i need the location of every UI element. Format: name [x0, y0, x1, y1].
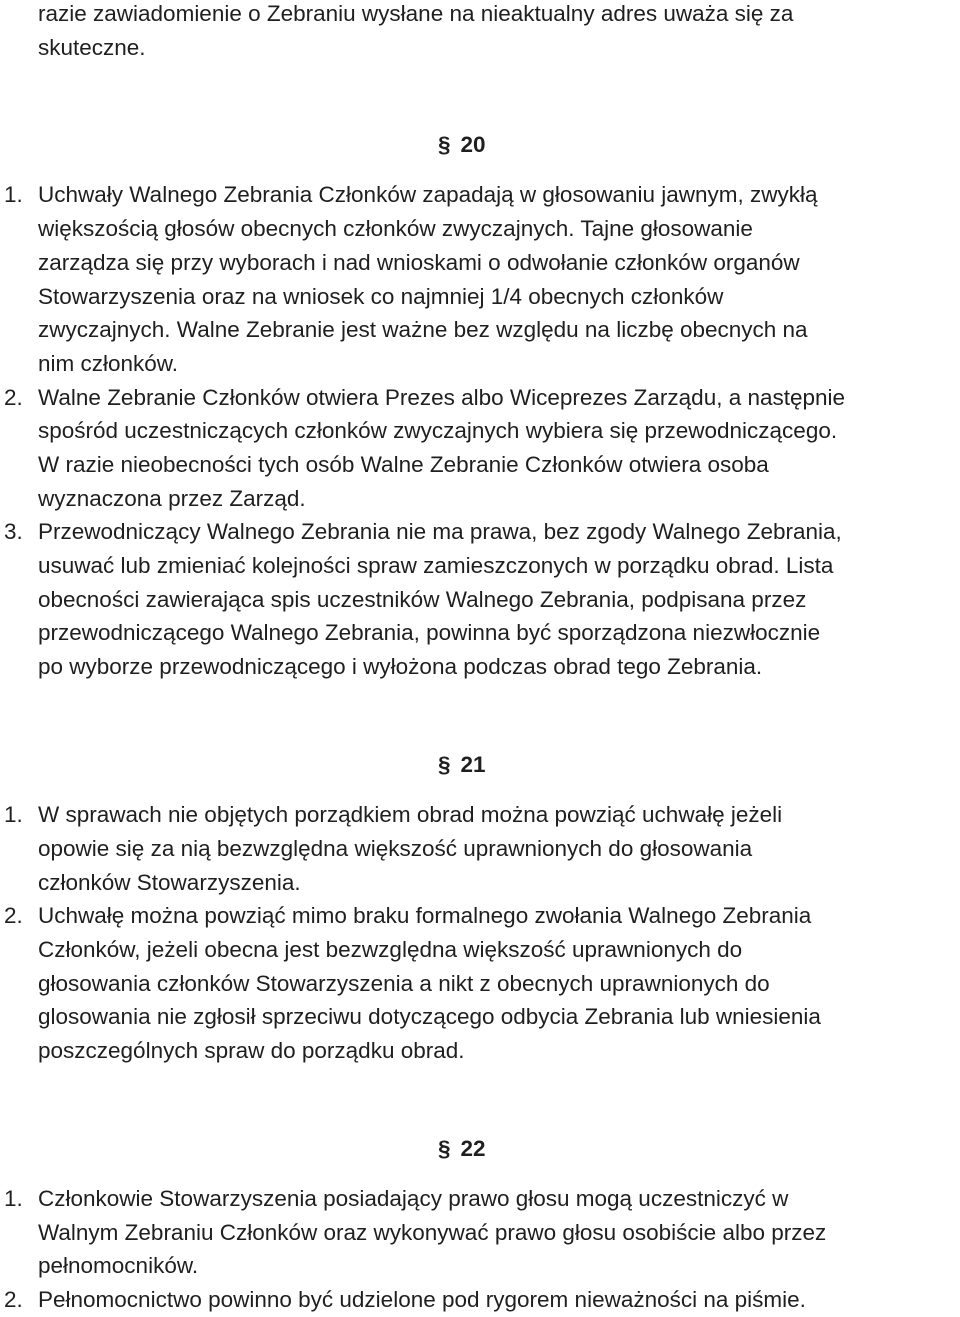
section-number: 21 — [460, 752, 486, 777]
item-line: głosowania członków Stowarzyszenia a nikt z obecnych uprawnionych do — [38, 971, 770, 996]
item-line: poszczególnych spraw do porządku obrad. — [38, 1038, 465, 1063]
item-line: pełnomocników. — [38, 1253, 199, 1278]
item-line: przewodniczącego Walnego Zebrania, powinna być sporządzona niezwłocznie — [38, 620, 821, 645]
item-line: po wyborze przewodniczącego i wyłożona podczas obrad tego Zebrania. — [38, 654, 763, 679]
item-line: Przewodniczący Walnego Zebrania nie ma prawa, bez zgody Walnego Zebrania, — [38, 519, 842, 544]
item-line: Walne Zebranie Członków otwiera Prezes albo Wiceprezes Zarządu, a następnie — [38, 385, 846, 410]
item-line: spośród uczestniczących członków zwyczajnych wybiera się przewodniczącego. — [38, 418, 838, 443]
item-number: 3. — [4, 519, 23, 544]
section-number: 22 — [460, 1136, 486, 1161]
item-number: 1. — [4, 1186, 23, 1211]
item-line: zarządza się przy wyborach i nad wnioskami o odwołanie członków organów — [38, 250, 800, 275]
item-number: 2. — [4, 1287, 23, 1312]
section-heading-21 — [438, 748, 486, 782]
item-line: Walnym Zebraniu Członków oraz wykonywać prawo głosu osobiście albo przez — [38, 1220, 827, 1245]
item-line: Uchwałę można powziąć mimo braku formalnego zwołania Walnego Zebrania — [38, 903, 812, 928]
item-line: większością głosów obecnych członków zwyczajnych. Tajne głosowanie — [38, 216, 753, 241]
section-number: 20 — [460, 132, 486, 157]
item-number: 1. — [4, 182, 23, 207]
section-heading-22 — [438, 1132, 486, 1166]
item-line: W sprawach nie objętych porządkiem obrad można powziąć uchwałę jeżeli — [38, 802, 783, 827]
paragraph-symbol: § — [438, 752, 451, 777]
intro-line: skuteczne. — [38, 35, 146, 60]
intro-line: razie zawiadomienie o Zebraniu wysłane na nieaktualny adres uważa się za — [38, 1, 794, 26]
item-number: 2. — [4, 903, 23, 928]
item-line: Pełnomocnictwo powinno być udzielone pod rygorem nieważności na piśmie. — [38, 1287, 806, 1312]
item-line: obecności zawierająca spis uczestników Walnego Zebrania, podpisana przez — [38, 587, 807, 612]
paragraph-symbol: § — [438, 1136, 451, 1161]
paragraph-symbol: § — [438, 132, 451, 157]
item-line: usuwać lub zmieniać kolejności spraw zamieszczonych w porządku obrad. Lista — [38, 553, 834, 578]
item-number: 1. — [4, 802, 23, 827]
item-line: glosowania nie zgłosił sprzeciwu dotyczącego odbycia Zebrania lub wniesienia — [38, 1004, 821, 1029]
item-line: członków Stowarzyszenia. — [38, 870, 301, 895]
item-line: Członkowie Stowarzyszenia posiadający prawo głosu mogą uczestniczyć w — [38, 1186, 789, 1211]
item-line: nim członków. — [38, 351, 179, 376]
item-line: zwyczajnych. Walne Zebranie jest ważne bez względu na liczbę obecnych na — [38, 317, 808, 342]
item-line: wyznaczona przez Zarząd. — [38, 486, 306, 511]
item-line: W razie nieobecności tych osób Walne Zebranie Członków otwiera osoba — [38, 452, 769, 477]
item-line: opowie się za nią bezwzględna większość uprawnionych do głosowania — [38, 836, 753, 861]
item-line: Członków, jeżeli obecna jest bezwzględna większość uprawnionych do — [38, 937, 743, 962]
item-line: Stowarzyszenia oraz na wniosek co najmniej 1/4 obecnych członków — [38, 284, 724, 309]
item-line: Uchwały Walnego Zebrania Członków zapadają w głosowaniu jawnym, zwykłą — [38, 182, 818, 207]
section-heading-20 — [438, 128, 486, 162]
item-number: 2. — [4, 385, 23, 410]
